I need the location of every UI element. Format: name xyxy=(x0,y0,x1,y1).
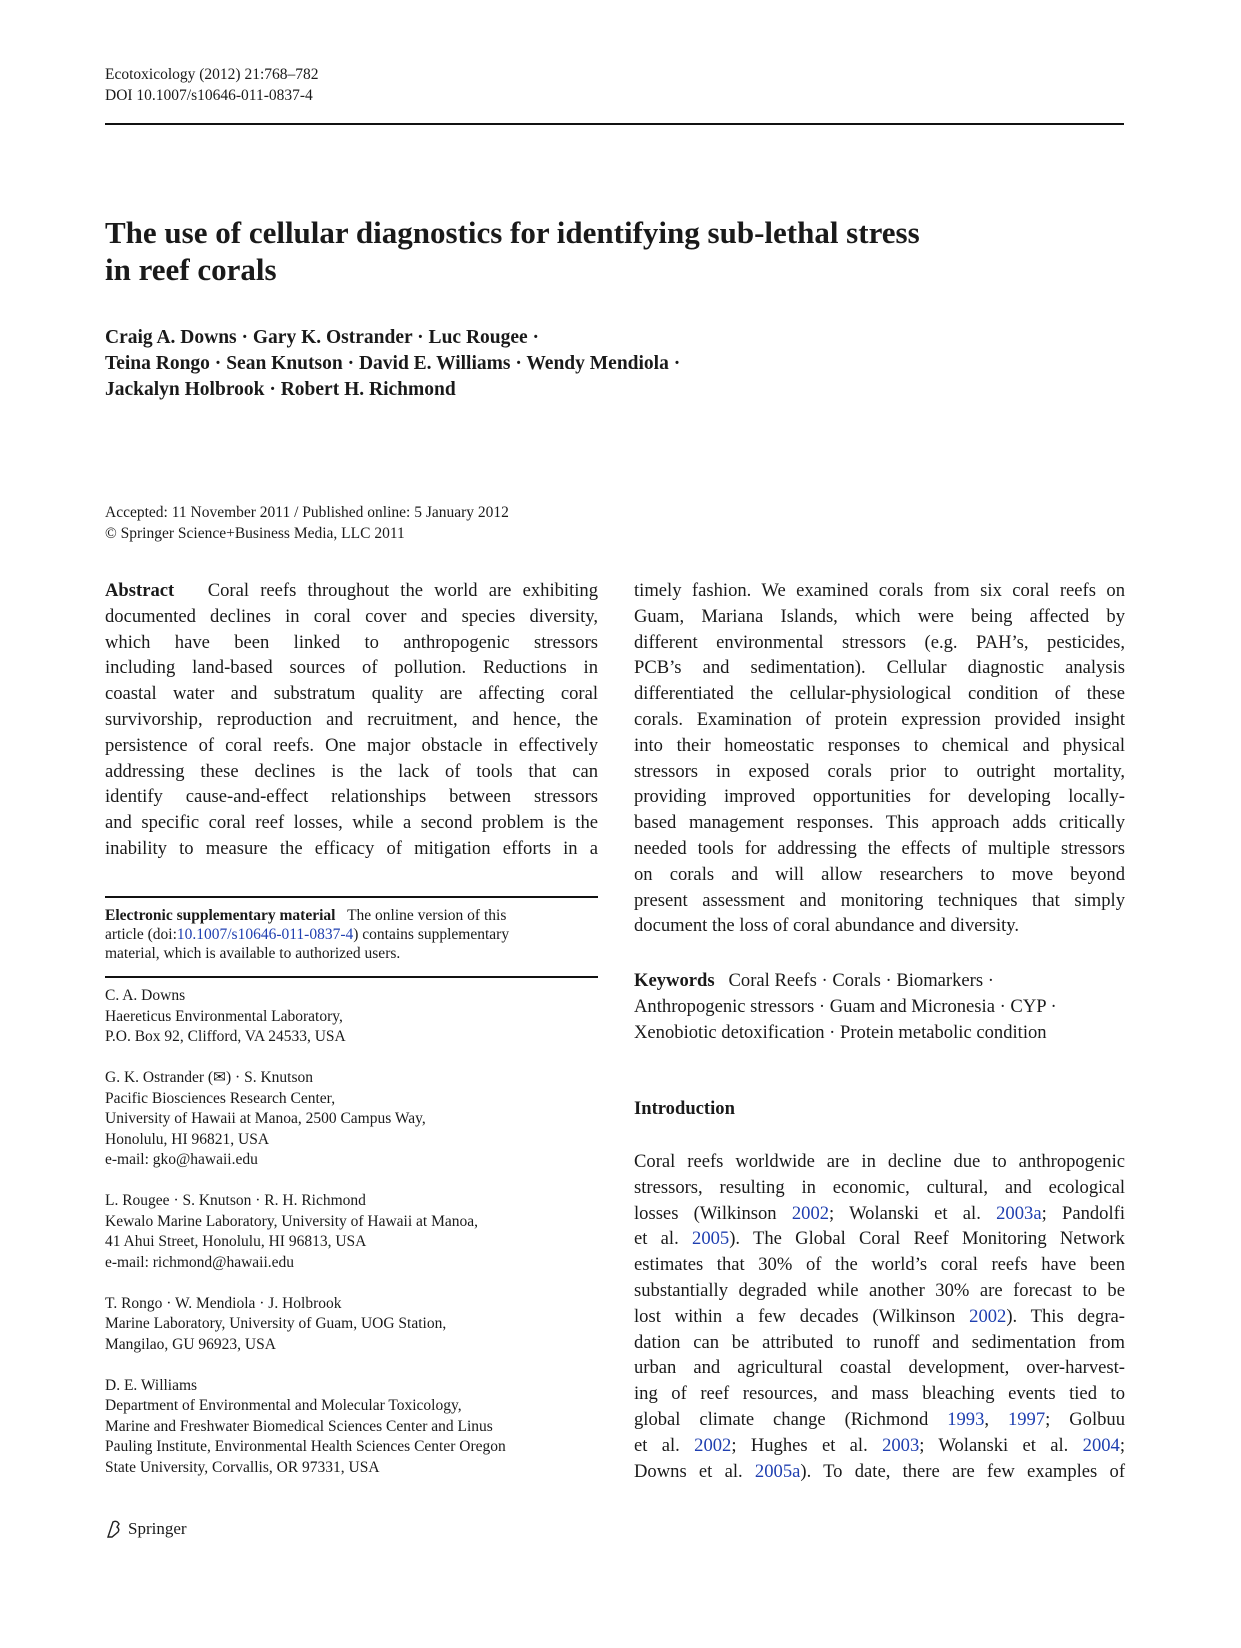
citation-link[interactable]: 2003 xyxy=(882,1434,920,1456)
body-text: lost within a few decades (Wilkinson xyxy=(634,1305,970,1327)
body-text: , xyxy=(984,1408,1008,1430)
body-text: et al. xyxy=(634,1228,693,1250)
affiliation-block xyxy=(105,1068,598,1171)
abstract-line: providing improved opportunities for developing locally- xyxy=(634,786,1125,808)
affiliation-line: Marine and Freshwater Biomedical Sciences Center and Linus xyxy=(105,1417,493,1435)
body-text: ; Wolanski et al. xyxy=(919,1434,1083,1456)
affiliation-line: Mangilao, GU 96923, USA xyxy=(105,1335,276,1353)
esm-text: The online version of this xyxy=(347,907,507,924)
author-line: Teina Rongo · Sean Knutson · David E. Williams · Wendy Mendiola · xyxy=(105,353,681,374)
body-line xyxy=(634,1433,1125,1459)
citation-link[interactable]: 2004 xyxy=(1082,1434,1120,1456)
journal-header xyxy=(105,64,319,106)
affiliation-names: T. Rongo · W. Mendiola · J. Holbrook xyxy=(105,1294,342,1312)
abstract-line: coastal water and substratum quality are affecting coral xyxy=(105,683,598,705)
esm-label: Electronic supplementary material xyxy=(105,907,336,924)
affiliation-line: Marine Laboratory, University of Guam, UOG Station, xyxy=(105,1315,447,1332)
article-title xyxy=(105,214,1065,288)
affiliation-names: L. Rougee · S. Knutson · R. H. Richmond xyxy=(105,1192,366,1209)
affiliation-block xyxy=(105,986,598,1048)
keywords-text: Xenobiotic detoxification · Protein metabolic condition xyxy=(634,1021,1047,1043)
affiliation-line: State University, Corvallis, OR 97331, USA xyxy=(105,1458,380,1476)
abstract-line: inability to measure the efficacy of mitigation efforts in a xyxy=(105,837,598,859)
affiliation-block xyxy=(105,1376,598,1479)
body-text: ). This degra- xyxy=(1006,1305,1125,1327)
keywords xyxy=(634,968,1125,1045)
accepted-published-date: Accepted: 11 November 2011 / Published online: 5 January 2012 xyxy=(105,504,509,521)
citation-link[interactable]: 2005 xyxy=(692,1228,730,1250)
abstract-line: identify cause-and-effect relationships between stressors xyxy=(105,786,598,808)
abstract-left-column xyxy=(105,578,598,862)
abstract-line xyxy=(105,578,598,604)
keywords-text: Anthropogenic stressors · Guam and Micronesia · CYP · xyxy=(634,995,1057,1017)
publisher-name: Springer xyxy=(128,1519,187,1538)
affiliation-line: Honolulu, HI 96821, USA xyxy=(105,1130,270,1148)
author-line: Jackalyn Holbrook · Robert H. Richmond xyxy=(105,379,456,400)
abstract-line: Guam, Mariana Islands, which were being affected by xyxy=(634,605,1125,627)
keywords-text: Coral Reefs · Corals · Biomarkers · xyxy=(728,970,994,991)
citation-link[interactable]: 2005a xyxy=(754,1460,801,1482)
abstract-line: documented declines in coral cover and species diversity, xyxy=(105,605,598,627)
body-text: ; Hughes et al. xyxy=(731,1434,883,1456)
author-line: Craig A. Downs · Gary K. Ostrander · Luc Rougee · xyxy=(105,327,540,348)
keywords-label: Keywords xyxy=(634,970,715,991)
abstract-line: different environmental stressors (e.g. PAH’s, pesticides, xyxy=(634,631,1125,653)
page-footer xyxy=(104,1518,187,1540)
affiliation-line: Pacific Biosciences Research Center, xyxy=(105,1089,336,1107)
affiliation-line: Haereticus Environmental Laboratory, xyxy=(105,1007,343,1025)
affiliation-email: e-mail: gko@hawaii.edu xyxy=(105,1151,258,1168)
abstract-line: present assessment and monitoring techniques that simply xyxy=(634,889,1125,911)
body-line xyxy=(634,1304,1125,1330)
abstract-label: Abstract xyxy=(105,580,175,601)
esm-text: article (doi: xyxy=(105,926,177,943)
esm-rule xyxy=(105,976,598,978)
citation-link[interactable]: 1993 xyxy=(947,1408,985,1430)
abstract-line: persistence of coral reefs. One major obstacle in effectively xyxy=(105,734,598,756)
abstract-line: needed tools for addressing the effects of multiple stressors xyxy=(634,837,1125,859)
abstract-line: survivorship, reproduction and recruitment, and hence, the xyxy=(105,708,598,730)
abstract-line: and specific coral reef losses, while a second problem is the xyxy=(105,812,598,834)
affiliation-block xyxy=(105,1191,598,1273)
body-line: ing of reef resources, and mass bleaching events tied to xyxy=(634,1383,1125,1405)
abstract-line: including land-based sources of pollution. Reductions in xyxy=(105,657,598,679)
abstract-line: differentiated the cellular-physiological condition of these xyxy=(634,683,1125,705)
citation-link[interactable]: 2002 xyxy=(791,1202,830,1224)
abstract-line: based management responses. This approach adds critically xyxy=(634,812,1125,834)
body-line xyxy=(634,1459,1125,1485)
body-text: losses (Wilkinson xyxy=(634,1202,792,1224)
author-list xyxy=(105,325,1065,403)
introduction-body xyxy=(634,1149,1125,1484)
abstract-text: Coral reefs throughout the world are exhibiting xyxy=(207,580,599,601)
abstract-line: PCB’s and sedimentation). Cellular diagnostic analysis xyxy=(634,657,1125,679)
title-line: in reef corals xyxy=(105,252,277,287)
abstract-line: timely fashion. We examined corals from six coral reefs on xyxy=(634,580,1125,601)
header-rule xyxy=(105,123,1124,125)
body-line xyxy=(634,1226,1125,1252)
abstract-line: corals. Examination of protein expression provided insight xyxy=(634,708,1125,730)
affiliations xyxy=(105,986,598,1499)
body-text: Downs et al. xyxy=(634,1460,755,1482)
abstract-right-column xyxy=(634,578,1125,939)
body-text: ). The Global Coral Reef Monitoring Network xyxy=(729,1228,1125,1250)
springer-horse-icon xyxy=(104,1519,124,1539)
affiliation-line: Pauling Institute, Environmental Health Sciences Center Oregon xyxy=(105,1438,506,1455)
body-line: stressors, resulting in economic, cultural, and ecological xyxy=(634,1176,1125,1198)
article-doi: DOI 10.1007/s10646-011-0837-4 xyxy=(105,87,313,104)
affiliation-line: 41 Ahui Street, Honolulu, HI 96813, USA xyxy=(105,1233,367,1250)
esm-text: material, which is available to authorized users. xyxy=(105,945,401,962)
affiliation-line: Kewalo Marine Laboratory, University of Hawaii at Manoa, xyxy=(105,1212,479,1230)
citation-link[interactable]: 2002 xyxy=(969,1305,1007,1327)
body-line: urban and agricultural coastal development, over-harvest- xyxy=(634,1357,1125,1379)
affiliation-names: G. K. Ostrander (✉) · S. Knutson xyxy=(105,1069,314,1086)
esm-rule xyxy=(105,896,598,898)
abstract-line: on corals and will allow researchers to move beyond xyxy=(634,863,1125,885)
abstract-line: into their homeostatic responses to chemical and physical xyxy=(634,734,1125,756)
publication-dates xyxy=(105,502,509,544)
body-line: estimates that 30% of the world’s coral reefs have been xyxy=(634,1254,1125,1276)
body-line xyxy=(634,1201,1125,1227)
body-line: Coral reefs worldwide are in decline due to anthropogenic xyxy=(634,1151,1125,1172)
esm-text: ) contains supplementary xyxy=(353,926,510,943)
citation-link[interactable]: 1997 xyxy=(1007,1408,1046,1430)
abstract-line: which have been linked to anthropogenic stressors xyxy=(105,631,598,653)
body-text: ; Wolanski et al. xyxy=(829,1202,997,1224)
section-heading-introduction: Introduction xyxy=(634,1098,735,1119)
affiliation-names: C. A. Downs xyxy=(105,987,186,1004)
affiliation-line: University of Hawaii at Manoa, 2500 Campus Way, xyxy=(105,1110,426,1127)
body-text: ; Golbuu xyxy=(1045,1408,1126,1430)
body-text: et al. xyxy=(634,1434,695,1456)
body-text: ; xyxy=(1119,1434,1125,1456)
abstract-line: document the loss of coral abundance and diversity. xyxy=(634,915,1020,937)
affiliation-line: Department of Environmental and Molecular Toxicology, xyxy=(105,1397,462,1414)
copyright-notice: © Springer Science+Business Media, LLC 2011 xyxy=(105,525,405,542)
body-text: ; Pandolfi xyxy=(1041,1202,1126,1224)
affiliation-block xyxy=(105,1294,598,1356)
body-text: global climate change (Richmond xyxy=(634,1408,948,1430)
supplementary-material-note xyxy=(105,906,598,963)
affiliation-line: P.O. Box 92, Clifford, VA 24533, USA xyxy=(105,1028,346,1045)
esm-doi-link[interactable]: 10.1007/s10646-011-0837-4 xyxy=(176,926,354,943)
citation-link[interactable]: 2003a xyxy=(996,1202,1042,1224)
abstract-line: addressing these declines is the lack of tools that can xyxy=(105,760,598,782)
body-line xyxy=(634,1407,1125,1433)
affiliation-names: D. E. Williams xyxy=(105,1376,198,1394)
citation-link[interactable]: 2002 xyxy=(694,1434,732,1456)
title-line: The use of cellular diagnostics for identifying sub-lethal stress xyxy=(105,215,920,250)
body-text: ). To date, there are few examples of xyxy=(800,1460,1126,1482)
journal-citation: Ecotoxicology (2012) 21:768–782 xyxy=(105,66,319,83)
abstract-line: stressors in exposed corals prior to outright mortality, xyxy=(634,760,1125,782)
affiliation-email: e-mail: richmond@hawaii.edu xyxy=(105,1253,295,1271)
body-line: substantially degraded while another 30% are forecast to be xyxy=(634,1279,1125,1301)
body-line: dation can be attributed to runoff and sedimentation from xyxy=(634,1331,1125,1353)
